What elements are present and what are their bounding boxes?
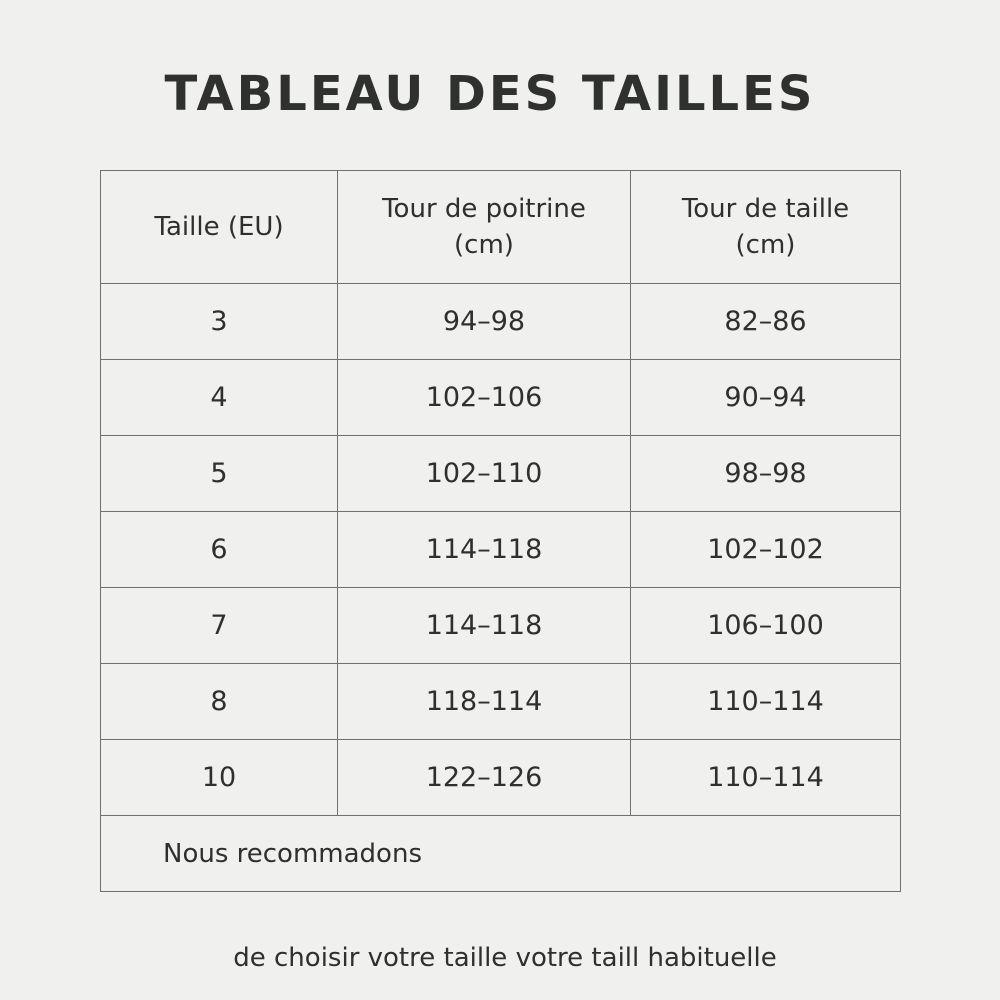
table-row (101, 740, 901, 816)
table-row (101, 436, 901, 512)
cell-size: 6 (101, 512, 338, 588)
size-table (100, 170, 901, 892)
cell-size: 10 (101, 740, 338, 816)
cell-chest: 114–118 (338, 588, 631, 664)
header-chest (338, 171, 631, 284)
cell-chest: 94–98 (338, 284, 631, 360)
table-header-row (101, 171, 901, 284)
table-row (101, 284, 901, 360)
cell-chest: 114–118 (338, 512, 631, 588)
cell-chest: 122–126 (338, 740, 631, 816)
table-row (101, 512, 901, 588)
header-size-label: Taille (EU) (154, 212, 284, 242)
table-note-row (101, 816, 901, 892)
header-waist-label: Tour de taille (681, 194, 850, 224)
cell-waist: 110–114 (631, 664, 901, 740)
page-title: TABLEAU DES TAILLES (164, 66, 816, 122)
cell-waist: 98–98 (631, 436, 901, 512)
table-row (101, 664, 901, 740)
cell-chest: 102–110 (338, 436, 631, 512)
cell-waist: 110–114 (631, 740, 901, 816)
header-waist (631, 171, 901, 284)
table-row (101, 588, 901, 664)
header-chest-unit: (cm) (454, 230, 514, 260)
footer-text: de choisir votre taille votre taill habituelle (233, 943, 777, 973)
cell-chest: 118–114 (338, 664, 631, 740)
cell-waist: 102–102 (631, 512, 901, 588)
cell-size: 5 (101, 436, 338, 512)
header-chest-label: Tour de poitrine (382, 194, 586, 224)
cell-waist: 82–86 (631, 284, 901, 360)
cell-chest: 102–106 (338, 360, 631, 436)
cell-size: 4 (101, 360, 338, 436)
cell-size: 8 (101, 664, 338, 740)
table-note: Nous recommadons (101, 816, 901, 892)
cell-size: 3 (101, 284, 338, 360)
cell-waist: 90–94 (631, 360, 901, 436)
header-size (101, 171, 338, 284)
cell-size: 7 (101, 588, 338, 664)
table-row (101, 360, 901, 436)
cell-waist: 106–100 (631, 588, 901, 664)
header-waist-unit: (cm) (735, 230, 796, 260)
